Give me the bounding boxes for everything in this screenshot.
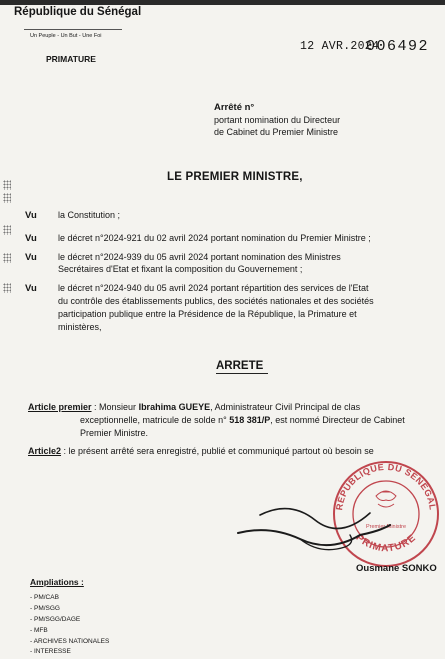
distribution-item: - PM/SGG/DAGE [30,616,81,623]
decision-title: ARRETE [216,360,264,372]
visa-text: le décret n°2024-939 du 05 avril 2024 portant nomination des Ministres [58,252,341,262]
decree-label: Arrêté n° [214,102,255,113]
distribution-item: - ARCHIVES NATIONALES [30,638,110,645]
article-2-label: Article2 [28,446,62,456]
visa-label: Vu [25,252,37,263]
handwritten-signature [230,495,400,565]
distribution-item: - INTERESSE [30,648,71,655]
issuer-title: LE PREMIER MINISTRE, [167,171,303,183]
distribution-item: - PM/CAB [30,594,59,601]
appointee-name: Ibrahima GUEYE [138,402,211,412]
margin-punch-mark [3,193,11,203]
article-1-label: Article premier [28,402,92,412]
margin-punch-mark [3,283,11,293]
signatory-name: Ousmane SONKO [356,563,437,574]
article-1-text: exceptionnelle, matricule de solde n° [80,415,230,425]
article-2-line [28,446,374,456]
office-name: PRIMATURE [46,54,96,64]
distribution-title: Ampliations : [30,577,84,587]
top-edge-bar [0,0,445,5]
decree-subject-line: de Cabinet du Premier Ministre [214,127,339,137]
article-1-line: Premier Ministre. [80,428,149,438]
seal-center-text: Premier Ministre [365,524,407,530]
visa-label: Vu [25,210,37,221]
visa-label: Vu [25,233,37,244]
margin-punch-mark [3,180,11,190]
seal-ring-text-bottom: PRIMATURE [353,532,419,555]
distribution-item: - PM/SGG [30,605,60,612]
payroll-number: 518 381/P [229,415,271,425]
visa-text: la Constitution ; [58,210,121,220]
visa-text: le décret n°2024-921 du 02 avril 2024 portant nomination du Premier Ministre ; [58,233,371,243]
visa-text: du contrôle des établissements publics, des sociétés nationales et des sociétés [58,296,374,306]
decree-subject-line: portant nomination du Directeur [214,115,341,125]
visa-text: participation publique entre la Présidence de la République, la Primature et [58,309,357,319]
article-1-text: , Administrateur Civil Principal de clas [210,402,361,412]
decree-subject [214,114,340,138]
visa-text: Secrétaires d'Etat et fixant la composition du Gouvernement ; [58,264,303,274]
visa-text: ministères, [58,322,102,332]
national-motto: Un Peuple - Un But - Une Foi [30,33,102,39]
visa-text: le décret n°2024-940 du 05 avril 2024 portant répartition des services de l'Etat [58,283,369,293]
decision-title-underline [216,373,268,374]
article-1-text: , est nommé Directeur de Cabinet [270,415,405,425]
visa-label: Vu [25,283,37,294]
seal-ring-text-top: RÉPUBLIQUE DU SÉNÉGAL [334,461,438,511]
header-divider [24,29,122,30]
margin-punch-mark [3,225,11,235]
distribution-item: - MFB [30,627,48,634]
article-1-line [28,402,360,412]
registration-stamp-number: 006492 [366,38,430,55]
article-1-line [80,415,405,425]
article-2-text: : le présent arrêté sera enregistré, publié et communiqué partout où besoin se [61,446,374,456]
registration-stamp-date: 12 AVR.2024 [300,40,380,53]
margin-punch-mark [3,253,11,263]
article-1-text: : Monsieur [91,402,139,412]
country-name: République du Sénégal [14,6,142,18]
